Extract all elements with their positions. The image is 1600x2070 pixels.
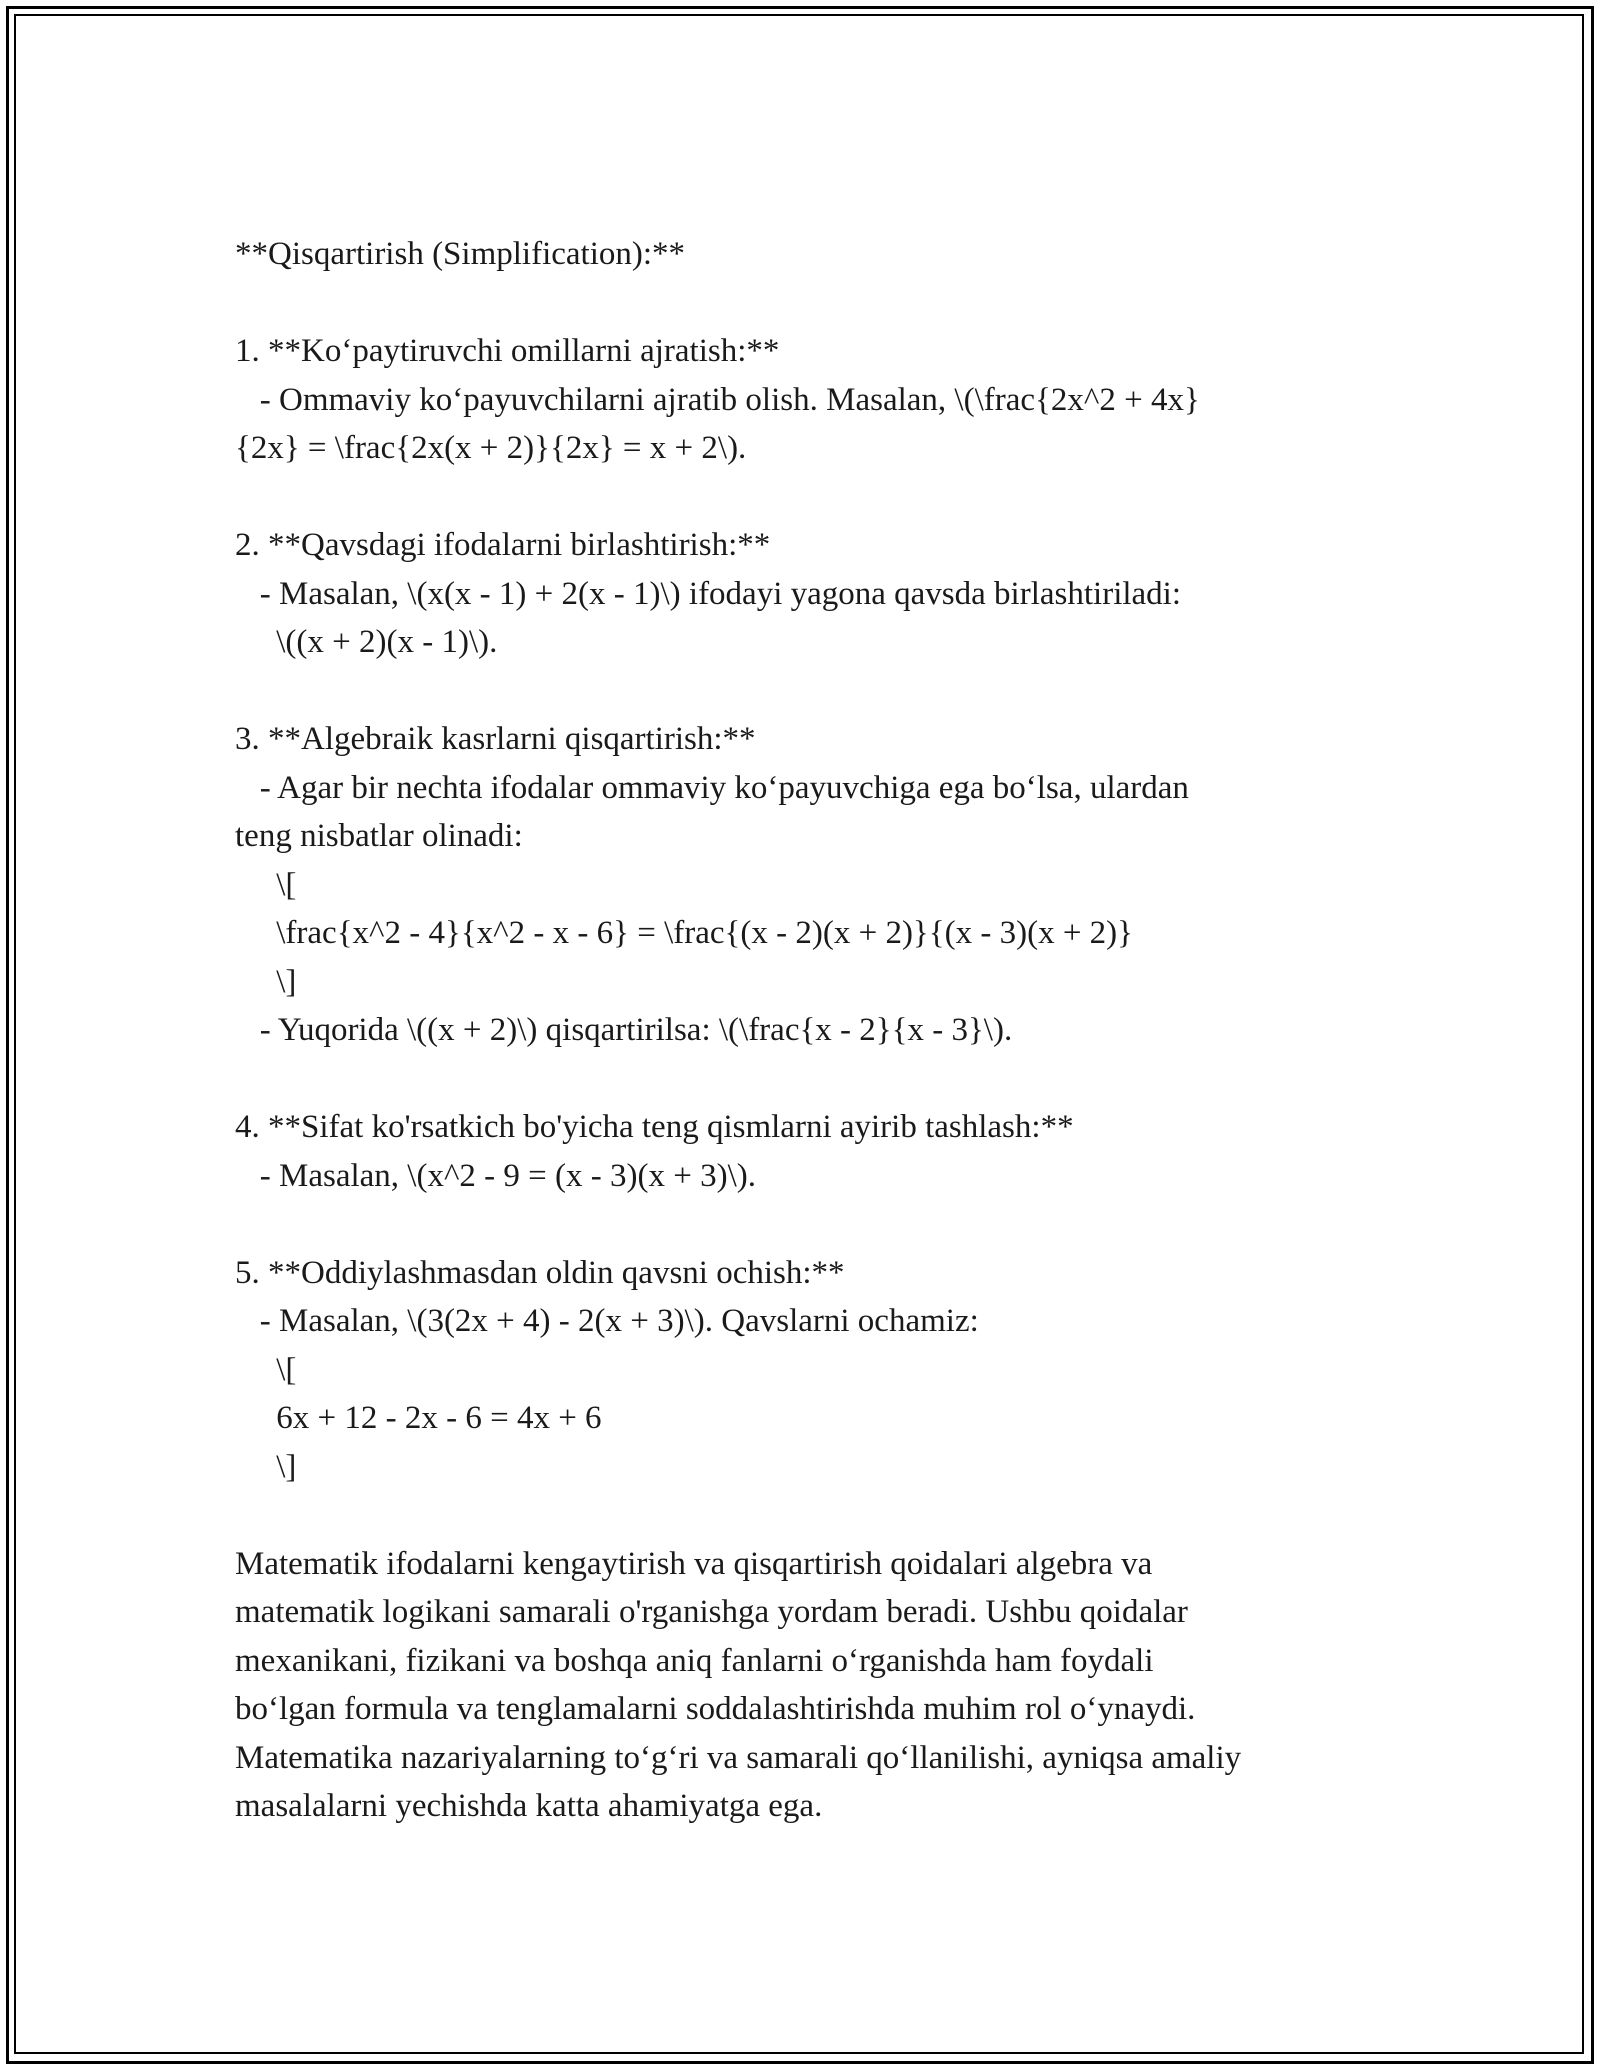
spacer	[235, 1200, 1365, 1249]
spacer	[235, 1491, 1365, 1540]
spacer	[235, 1055, 1365, 1104]
item-4-line: - Masalan, \(x^2 - 9 = (x - 3)(x + 3)\).	[235, 1157, 756, 1194]
spacer	[235, 279, 1365, 328]
conclusion-line: Matematika nazariyalarning to‘g‘ri va samarali qo‘llanilishi, ayniqsa amaliy	[235, 1739, 1242, 1776]
item-1-line: - Ommaviy ko‘payuvchilarni ajratib olish. Masalan, \(\frac{2x^2 + 4x}	[235, 381, 1200, 418]
item-5-line: - Masalan, \(3(2x + 4) - 2(x + 3)\). Qavslarni ochamiz:	[235, 1303, 979, 1339]
conclusion-line: Matematik ifodalarni kengaytirish va qisqartirish qoidalari algebra va	[235, 1545, 1153, 1582]
conclusion-line: mexanikani, fizikani va boshqa aniq fanlarni o‘rganishda ham foydali	[235, 1642, 1154, 1679]
item-3-title: 3. **Algebraik kasrlarni qisqartirish:**	[235, 721, 756, 757]
item-5-line: \[	[235, 1351, 297, 1388]
item-3-line: - Agar bir nechta ifodalar ommaviy ko‘payuvchiga ega bo‘lsa, ulardan	[235, 769, 1189, 806]
item-5-line: \]	[235, 1448, 297, 1485]
item-1-line: {2x} = \frac{2x(x + 2)}{2x} = x + 2\).	[235, 430, 747, 466]
item-3-formula: \frac{x^2 - 4}{x^2 - x - 6} = \frac{(x - 2)(x + 2)}{(x - 3)(x + 2)}	[235, 915, 1134, 951]
item-2-title: 2. **Qavsdagi ifodalarni birlashtirish:**	[235, 527, 771, 563]
item-3-line: \]	[235, 963, 297, 1000]
item-3-line: - Yuqorida \((x + 2)\) qisqartirilsa: \(\frac{x - 2}{x - 3}\).	[235, 1012, 1013, 1048]
spacer	[235, 473, 1365, 522]
spacer	[235, 667, 1365, 716]
conclusion-line: bo‘lgan formula va tenglamalarni soddalashtirishda muhim rol o‘ynaydi.	[235, 1691, 1196, 1727]
item-3-line: teng nisbatlar olinadi:	[235, 818, 523, 854]
item-1-title: 1. **Ko‘paytiruvchi omillarni ajratish:**	[235, 333, 780, 369]
conclusion-line: masalalarni yechishda katta ahamiyatga ega.	[235, 1788, 823, 1824]
item-2-line: \((x + 2)(x - 1)\).	[235, 624, 498, 660]
document-body	[235, 230, 1365, 1831]
section-heading: **Qisqartirish (Simplification):**	[235, 236, 686, 272]
conclusion-line: matematik logikani samarali o'rganishga yordam beradi. Ushbu qoidalar	[235, 1594, 1188, 1630]
item-5-title: 5. **Oddiylashmasdan oldin qavsni ochish:**	[235, 1254, 845, 1291]
item-4-title: 4. **Sifat ko'rsatkich bo'yicha teng qismlarni ayirib tashlash:**	[235, 1109, 1074, 1145]
item-5-formula: 6x + 12 - 2x - 6 = 4x + 6	[235, 1400, 602, 1436]
item-3-line: \[	[235, 866, 297, 903]
item-2-line: - Masalan, \(x(x - 1) + 2(x - 1)\) ifodayi yagona qavsda birlashtiriladi:	[235, 575, 1182, 612]
